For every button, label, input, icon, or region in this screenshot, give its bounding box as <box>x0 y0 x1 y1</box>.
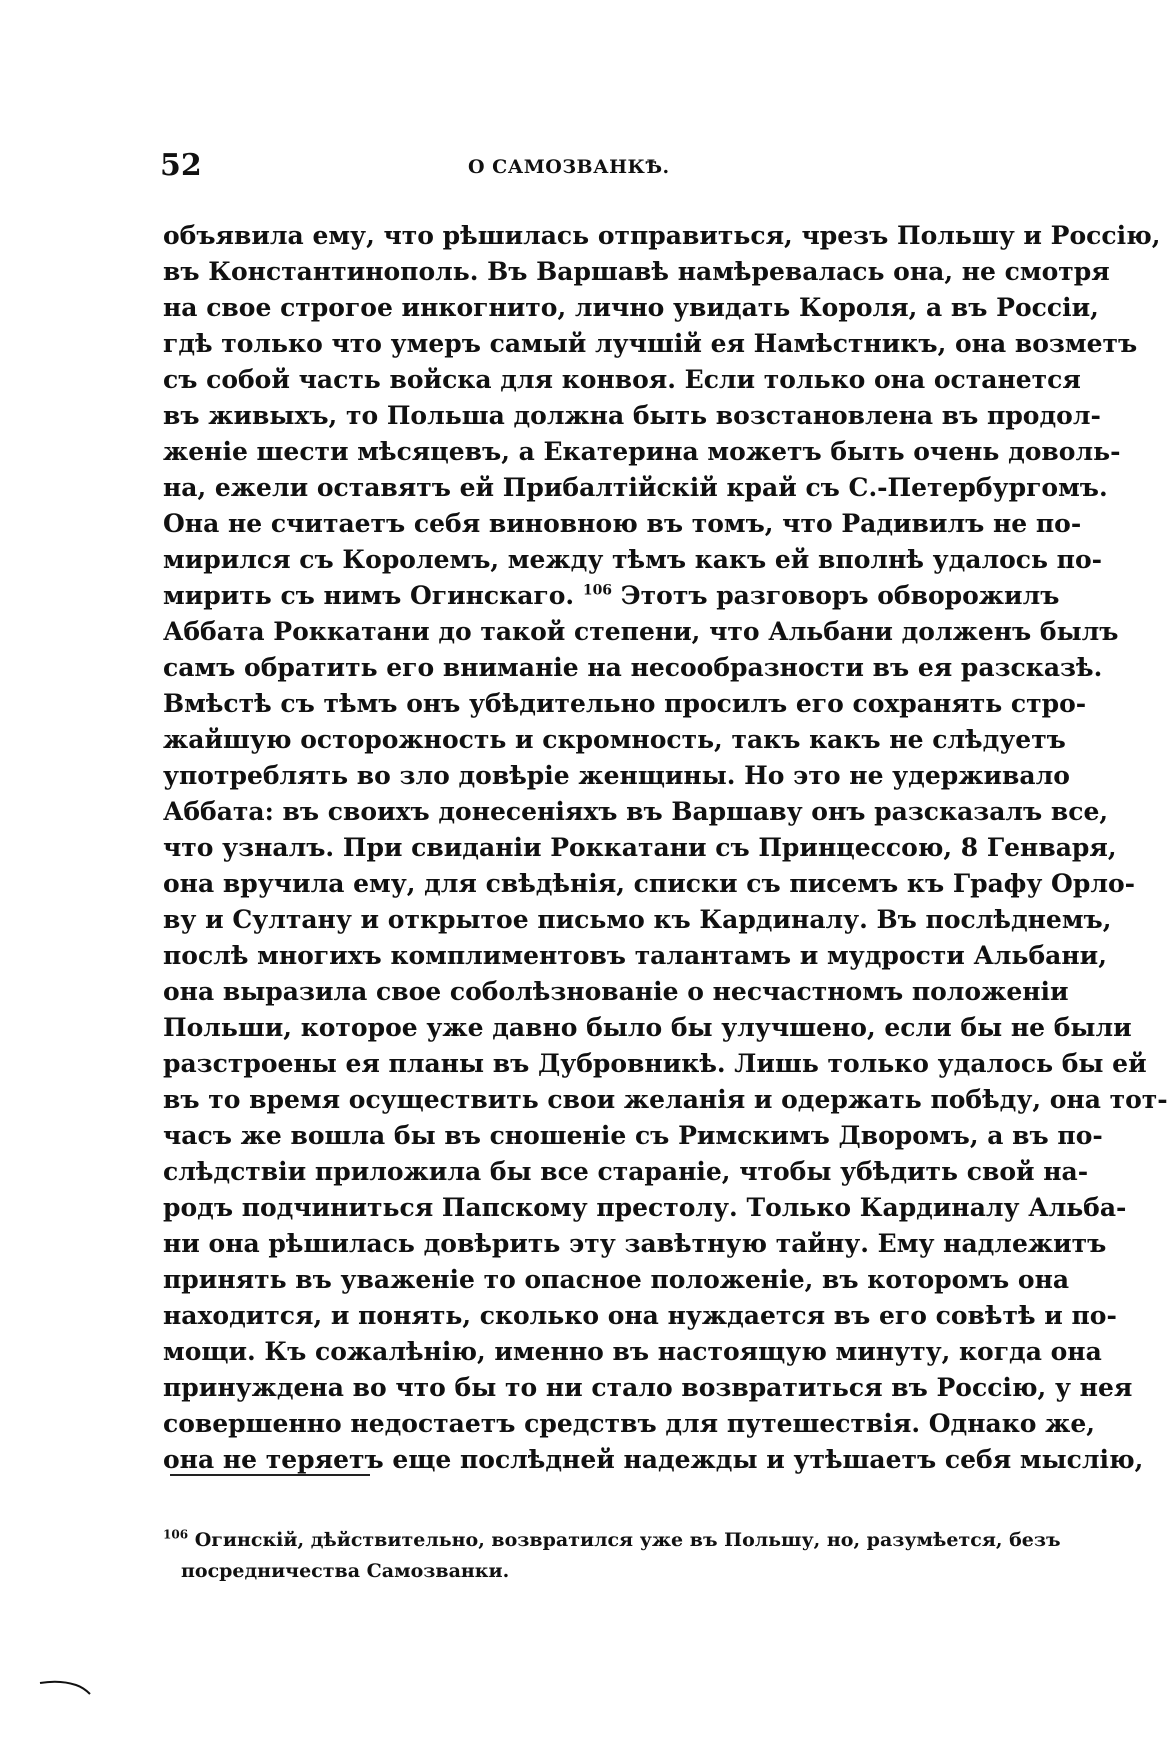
text-segment: Этотъ разговоръ обворожилъ <box>620 581 1060 610</box>
footnotes <box>163 1525 1061 1587</box>
body-text <box>163 218 1168 1478</box>
footnote <box>163 1525 1061 1556</box>
page-number: 52 <box>160 148 202 183</box>
text-line: жайшую осторожность и скромность, такъ какъ не слѣдуетъ <box>163 725 1066 754</box>
footnote-reference[interactable]: 106 <box>582 582 613 599</box>
running-title: О САМОЗВАНКѢ. <box>468 156 670 178</box>
text-line-with-footnote-ref <box>163 578 1060 614</box>
text-line: гдѣ только что умеръ самый лучшій ея Намѣстникъ, она возметъ <box>163 329 1138 358</box>
text-line: она выразила свое соболѣзнованіе о несчастномъ положеніи <box>163 977 1069 1006</box>
text-line: разстроены ея планы въ Дубровникѣ. Лишь только удалось бы ей <box>163 1049 1147 1078</box>
text-line: часъ же вошла бы въ сношеніе съ Римскимъ Дворомъ, а въ по- <box>163 1121 1103 1150</box>
text-line: мощи. Къ сожалѣнію, именно въ настоящую минуту, когда она <box>163 1337 1102 1366</box>
text-line: съ собой часть войска для конвоя. Если только она останется <box>163 365 1081 394</box>
text-line: ни она рѣшилась довѣрить эту завѣтную тайну. Ему надлежитъ <box>163 1229 1107 1258</box>
text-line: на, ежели оставятъ ей Прибалтійскій край съ С.-Петербургомъ. <box>163 473 1108 502</box>
footnote-continuation: посредничества Самозванки. <box>181 1560 510 1582</box>
footnote-divider <box>170 1474 370 1476</box>
text-line: въ живыхъ, то Польша должна быть возстановлена въ продол- <box>163 401 1101 430</box>
text-line: слѣдствіи приложила бы все стараніе, чтобы убѣдить свой на- <box>163 1157 1089 1186</box>
text-line: мирился съ Королемъ, между тѣмъ какъ ей вполнѣ удалось по- <box>163 545 1103 574</box>
text-line: совершенно недостаетъ средствъ для путешествія. Однако же, <box>163 1409 1095 1438</box>
text-line: употреблять во зло довѣріе женщины. Но это не удерживало <box>163 761 1070 790</box>
text-line: Аббата Роккатани до такой степени, что Альбани долженъ былъ <box>163 617 1119 646</box>
text-line: послѣ многихъ комплиментовъ талантамъ и мудрости Альбани, <box>163 941 1107 970</box>
text-line: она вручила ему, для свѣдѣнія, списки съ писемъ къ Графу Орло- <box>163 869 1135 898</box>
text-line: Аббата: въ своихъ донесеніяхъ въ Варшаву онъ разсказалъ все, <box>163 797 1109 826</box>
text-line: объявила ему, что рѣшилась отправиться, чрезъ Польшу и Россію, <box>163 221 1161 250</box>
text-line: что узналъ. При свиданіи Роккатани съ Принцессою, 8 Генваря, <box>163 833 1117 862</box>
text-segment: мирить съ нимъ Огинскаго. <box>163 581 575 610</box>
footnote-number: 106 <box>163 1527 189 1542</box>
text-line: ву и Султану и открытое письмо къ Кардиналу. Въ послѣднемъ, <box>163 905 1112 934</box>
text-line: въ то время осуществить свои желанія и одержать побѣду, она тот- <box>163 1085 1168 1114</box>
footnote-text: Огинскій, дѣйствительно, возвратился уже въ Польшу, но, разумѣется, безъ <box>194 1529 1061 1551</box>
text-line: находится, и понять, сколько она нуждается въ его совѣтѣ и по- <box>163 1301 1117 1330</box>
text-line: въ Константинополь. Въ Варшавѣ намѣревалась она, не смотря <box>163 257 1110 286</box>
text-line: Польши, которое уже давно было бы улучшено, если бы не были <box>163 1013 1132 1042</box>
text-line: на свое строгое инкогнито, лично увидать Короля, а въ Россіи, <box>163 293 1099 322</box>
text-line: Вмѣстѣ съ тѣмъ онъ убѣдительно просилъ его сохранять стро- <box>163 689 1087 718</box>
text-line: принуждена во что бы то ни стало возвратиться въ Россію, у нея <box>163 1373 1133 1402</box>
text-line: женіе шести мѣсяцевъ, а Екатерина можетъ быть очень доволь- <box>163 437 1121 466</box>
margin-pen-mark <box>38 1675 98 1699</box>
text-line: она не теряетъ еще послѣдней надежды и утѣшаетъ себя мыслію, <box>163 1445 1144 1474</box>
text-line: родъ подчиниться Папскому престолу. Только Кардиналу Альба- <box>163 1193 1127 1222</box>
text-line: самъ обратить его вниманіе на несообразности въ ея разсказѣ. <box>163 653 1103 682</box>
text-line: принять въ уваженіе то опасное положеніе, въ которомъ она <box>163 1265 1070 1294</box>
text-line: Она не считаетъ себя виновною въ томъ, что Радивилъ не по- <box>163 509 1082 538</box>
